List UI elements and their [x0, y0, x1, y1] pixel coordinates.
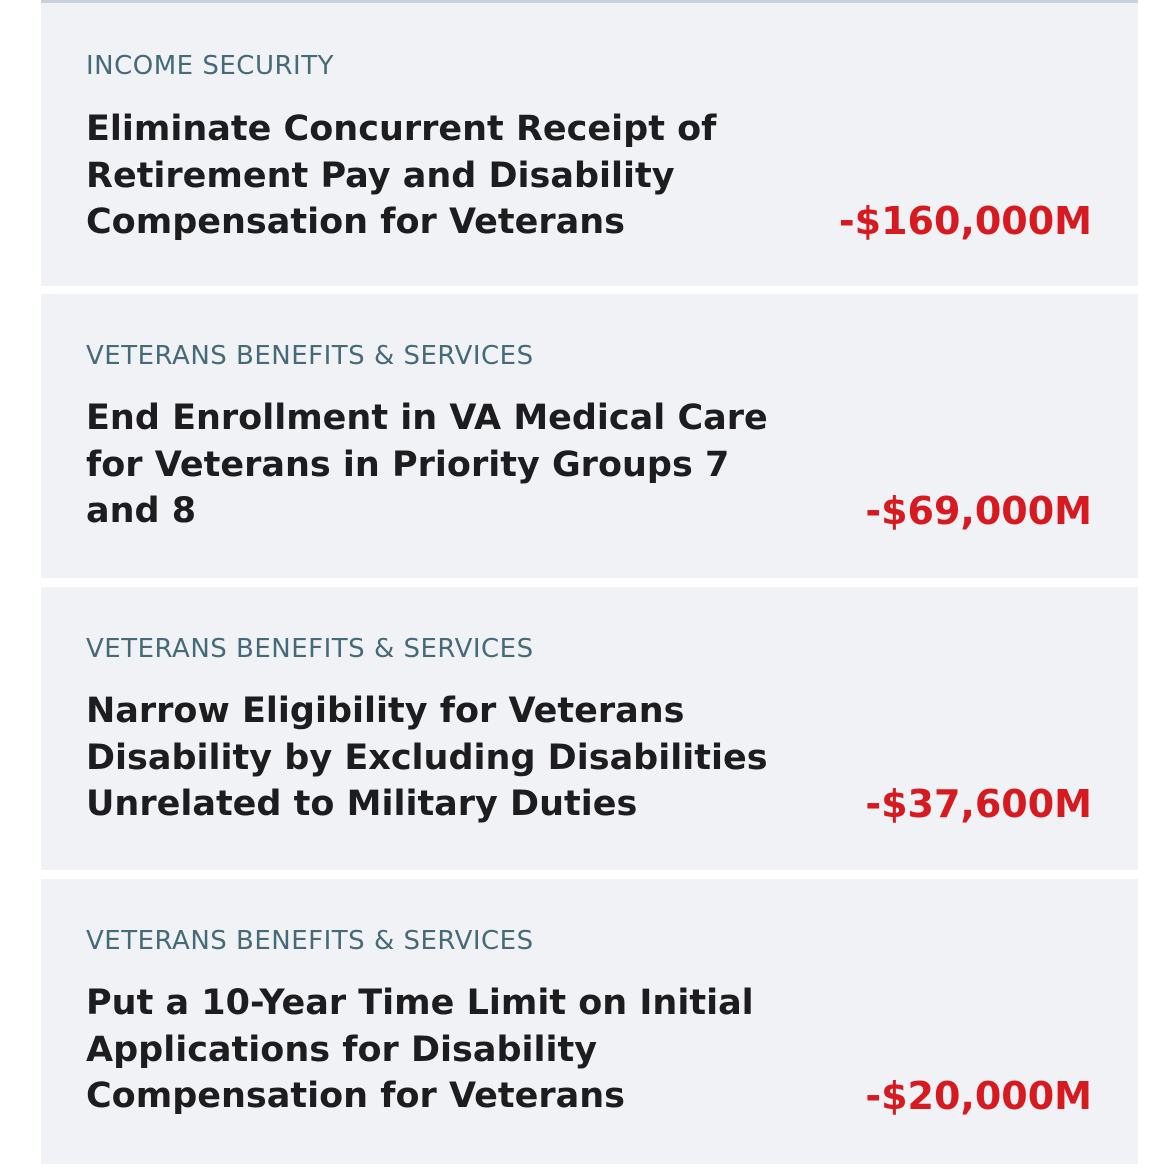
option-title-line: Retirement Pay and Disability: [86, 155, 675, 196]
savings-amount: -$160,000M: [838, 199, 1092, 243]
budget-option-card[interactable]: [41, 879, 1138, 1164]
savings-amount: -$37,600M: [865, 782, 1092, 826]
budget-option-card[interactable]: [41, 0, 1138, 286]
budget-option-card[interactable]: [41, 294, 1138, 578]
option-title-line: Narrow Eligibility for Veterans: [86, 691, 685, 731]
option-title-line: Compensation for Veterans: [86, 202, 625, 242]
budget-option-list: [41, 0, 1138, 1170]
savings-amount: -$20,000M: [865, 1074, 1092, 1118]
option-title: [86, 688, 776, 828]
option-title-line: Eliminate Concurrent Receipt of: [86, 109, 717, 149]
option-title: [86, 106, 776, 246]
option-title: [86, 395, 776, 535]
category-label: VETERANS BENEFITS & SERVICES: [86, 341, 534, 371]
option-title-line: End Enrollment in VA Medical Care: [86, 398, 768, 438]
category-label: INCOME SECURITY: [86, 51, 334, 81]
savings-amount: -$69,000M: [865, 489, 1092, 533]
option-title: [86, 980, 776, 1120]
option-title-line: Compensation for Veterans: [86, 1076, 625, 1116]
budget-option-card[interactable]: [41, 587, 1138, 870]
option-title-line: Unrelated to Military Duties: [86, 784, 638, 824]
option-title-line: Put a 10-Year Time Limit on Initial: [86, 983, 754, 1023]
option-title-line: Disability by Excluding Disabilities: [86, 737, 768, 778]
category-label: VETERANS BENEFITS & SERVICES: [86, 926, 534, 956]
option-title-line: Applications for Disability: [86, 1029, 598, 1070]
category-label: VETERANS BENEFITS & SERVICES: [86, 634, 534, 664]
option-title-line: for Veterans in Priority Groups 7: [86, 444, 730, 485]
option-title-line: and 8: [86, 491, 197, 531]
